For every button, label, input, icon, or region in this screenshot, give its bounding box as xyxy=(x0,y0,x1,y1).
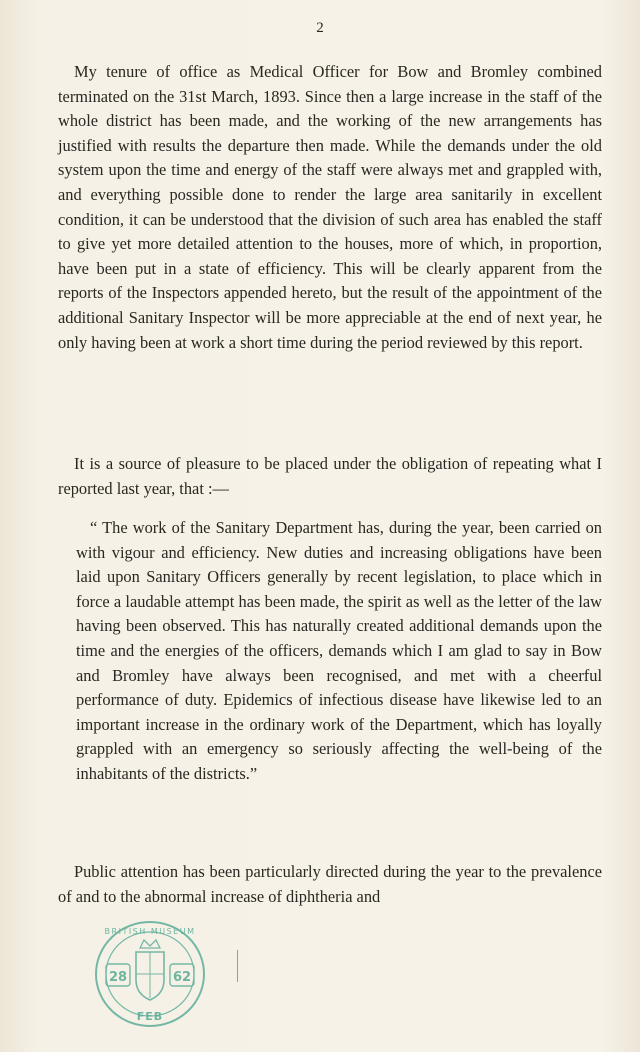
quoted-report-block xyxy=(76,516,602,787)
paragraph-text: My tenure of office as Medical Officer for Bow and Bromley combined terminated on the 31st March, 1893. Since then a large increase in the staff of the whole district has been made, and the working of the new arrangements has justified with results the departure then made. While the demands under the old system upon the time and energy of the staff were always met and grappled with, and everything possible done to render the large area sanitarily in excellent condition, it can be understood that the division of such area has enabled the staff to give yet more detailed attention to the houses, more of which, in proportion, have been put in a state of efficiency. This will be clearly apparent from the reports of the Inspectors appended hereto, but the result of the appointment of the additional Sanitary Inspector will be more appreciable at the end of next year, he only having been at work a short time during the period reviewed by this report. xyxy=(58,62,602,352)
paragraph-public-attention xyxy=(58,860,602,909)
paragraph-tenure xyxy=(58,60,602,355)
stamp-year: 62 xyxy=(172,970,192,985)
paragraph-source-of-pleasure xyxy=(58,452,602,501)
stamp-upper-text: BRITISH MUSEUM xyxy=(104,927,196,936)
quote-text: “ The work of the Sanitary Department has, during the year, been carried on with vigour and efficiency. New duties and increasing obligations have been laid upon Sanitary Officers generally by recent legislation, to place which in force a laudable attempt has been made, the spirit as well as the letter of the law having been observed. This has naturally created additional demands upon the time and the energies of the officers, demands which I am glad to say in Bow and Bromley have always been recognised, and met with a cheerful performance of duty. Epidemics of infectious disease have likewise led to an important increase in the ordinary work of the Department, which has loyally grappled with an emergency so seriously affecting the well-being of the inhabitants of the districts.” xyxy=(76,518,602,783)
stamp-day: 28 xyxy=(108,970,128,985)
paragraph-text: Public attention has been particularly directed during the year to the prevalence of and to the abnormal increase of diphtheria and xyxy=(58,862,602,906)
pencil-mark xyxy=(237,950,238,982)
library-stamp xyxy=(92,918,208,1030)
page-number: 2 xyxy=(316,20,324,36)
paragraph-text: It is a source of pleasure to be placed under the obligation of repeating what I reported last year, that :— xyxy=(58,454,602,498)
stamp-graphic xyxy=(92,918,208,1030)
stamp-month: FEB xyxy=(136,1010,164,1023)
